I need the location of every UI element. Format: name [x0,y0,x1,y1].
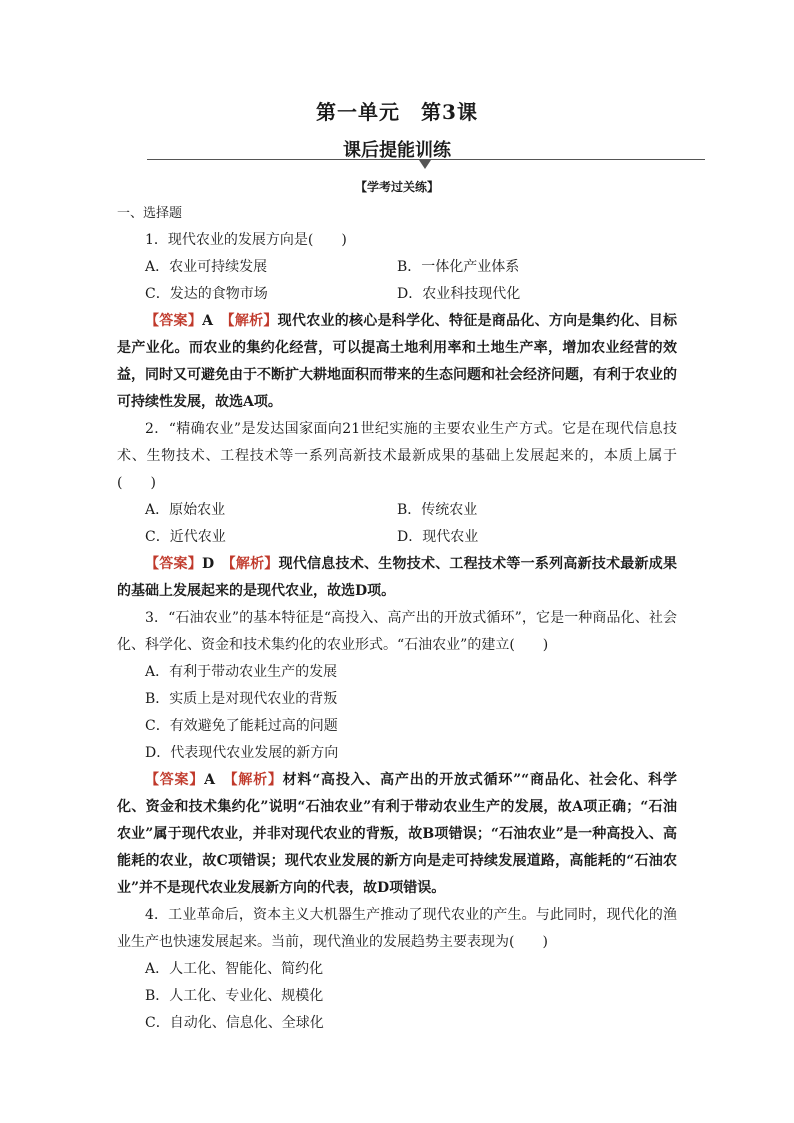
question-3-stem: 3．“石油农业”的基本特征是“高投入、高产出的开放式循环”，它是一种商品化、社会化、科学化、资金和技术集约化的农业形式。“石油农业”的建立( ) [117,610,677,653]
question-2-option-b: B．传统农业 [397,502,478,518]
question-1-option-c: C．发达的食物市场 [145,286,268,302]
page-title: 第一单元 第3课 [316,100,478,124]
analysis-tag: 【解析】 [230,772,283,788]
question-1-solution [117,308,677,416]
question-2-option-c: C．近代农业 [145,529,226,545]
question-1-answer: A [202,313,213,329]
question-3-option-b: B．实质上是对现代农业的背叛 [145,691,338,707]
question-3-analysis: 材料“高投入、高产出的开放式循环”“商品化、社会化、科学化、资金和技术集约化”说明“石油农业”有利于带动农业生产的发展，故A项正确；“石油农业”属于现代农业，并非对现代农业的背叛，故B项错误；“石油农业”是一种高投入、高能耗的农业，故C项错误；现代农业发展的新方向是走可持续发展道路，高能耗的“石油农业”并不是现代农业发展新方向的代表，故D项错误。 [117,772,678,896]
question-2-analysis: 现代信息技术、生物技术、工程技术等一系列高新技术最新成果的基础上发展起来的是现代农业，故选D项。 [117,556,678,599]
question-2-option-a: A．原始农业 [145,502,226,518]
answer-tag: 【答案】 [145,313,203,329]
question-3-option-d: D．代表现代农业发展的新方向 [145,745,339,761]
answer-tag: 【答案】 [145,556,202,572]
question-1-analysis: 现代农业的核心是科学化、特征是商品化、方向是集约化、目标是产业化。而农业的集约化经营，可以提高土地利用率和土地生产率，增加农业经营的效益，同时又可避免由于不断扩大耕地面积而带来的生态问题和社会经济问题，有利于农业的可持续性发展，故选A项。 [117,313,678,410]
part-label: 一、选择题 [117,206,183,221]
question-2-options-row-1 [117,497,677,524]
question-1-stem: 1．现代农业的发展方向是( ) [145,232,347,248]
question-4-stem: 4．工业革命后，资本主义大机器生产推动了现代农业的产生。与此同时，现代化的渔业生产也快速发展起来。当前，现代渔业的发展趋势主要表现为( ) [117,907,677,950]
question-2-stem: 2．“精确农业”是发达国家面向21世纪实施的主要农业生产方式。它是在现代信息技术、生物技术、工程技术等一系列高新技术最新成果的基础上发展起来的，本质上属于( ) [117,421,677,491]
answer-tag: 【答案】 [145,772,205,788]
question-4-option-a: A．人工化、智能化、简约化 [145,961,324,977]
question-1-option-a: A．农业可持续发展 [145,259,268,275]
question-3-option-a: A．有利于带动农业生产的发展 [145,664,338,680]
page-subtitle: 课后提能训练 [343,140,451,161]
question-1-options-row-1 [117,254,677,281]
analysis-tag: 【解析】 [228,556,279,572]
question-3-answer: A [204,772,215,788]
question-1-options-row-2 [117,281,677,308]
question-2-option-d: D．现代农业 [397,529,479,545]
question-4-option-b: B．人工化、专业化、规模化 [145,988,324,1004]
analysis-tag: 【解析】 [227,313,278,329]
question-3-solution [117,767,677,902]
questions-content [117,200,677,1037]
question-2-solution [117,551,677,605]
question-3-option-c: C．有效避免了能耗过高的问题 [145,718,338,734]
triangle-marker-icon [419,160,431,169]
question-4-option-c: C．自动化、信息化、全球化 [145,1015,324,1031]
question-1-option-b: B．一体化产业体系 [397,259,520,275]
section-heading: 【学考过关练】 [354,180,439,194]
question-2-answer: D [201,556,215,572]
question-1-option-d: D．农业科技现代化 [397,286,521,302]
question-2-options-row-2 [117,524,677,551]
